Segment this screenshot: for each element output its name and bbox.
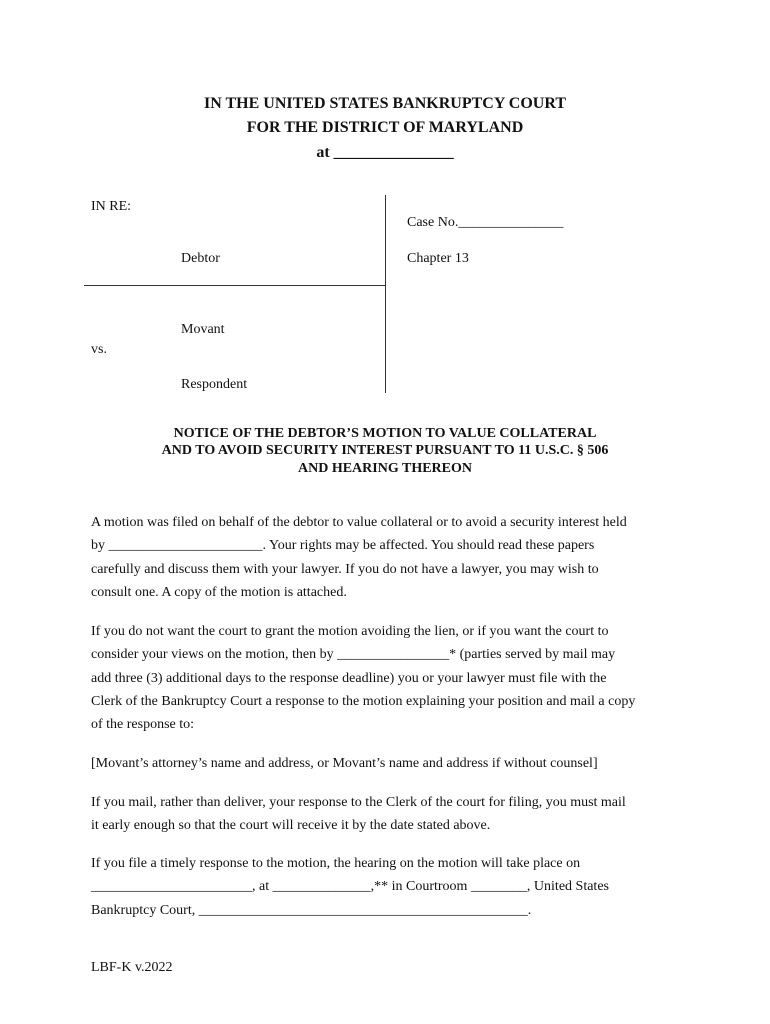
paragraph-motion-filed bbox=[91, 511, 691, 604]
court-title-line2: FOR THE DISTRICT OF MARYLAND bbox=[246, 119, 524, 136]
paragraph-mail-instructions bbox=[91, 791, 691, 838]
paragraph-hearing bbox=[91, 852, 691, 922]
respondent-label: Respondent bbox=[181, 377, 248, 392]
court-location-line: at _______________ bbox=[316, 144, 454, 161]
movant-label: Movant bbox=[181, 322, 225, 337]
chapter-label: Chapter 13 bbox=[407, 251, 469, 266]
vs-label: vs. bbox=[91, 342, 107, 357]
notice-title-line2: AND TO AVOID SECURITY INTEREST PURSUANT TO 11 U.S.C. § 506 bbox=[161, 443, 609, 458]
paragraph-line: A motion was filed on behalf of the debtor to value collateral or to avoid a security interest held bbox=[91, 515, 627, 530]
caption-divider-vertical bbox=[385, 195, 386, 393]
paragraph-line: consult one. A copy of the motion is attached. bbox=[91, 584, 347, 600]
paragraph-line: [Movant’s attorney’s name and address, or Movant’s name and address if without counsel] bbox=[91, 756, 598, 771]
debtor-label: Debtor bbox=[181, 251, 220, 266]
paragraph-line: If you mail, rather than deliver, your response to the Clerk of the court for filing, you must mail bbox=[91, 795, 626, 810]
paragraph-line: _______________________, at ______________,** in Courtroom ________, United States bbox=[91, 879, 609, 895]
notice-title-line1: NOTICE OF THE DEBTOR’S MOTION TO VALUE COLLATERAL bbox=[173, 426, 597, 441]
court-title-line1: IN THE UNITED STATES BANKRUPTCY COURT bbox=[203, 95, 567, 112]
paragraph-line: by ______________________. Your rights may be affected. You should read these papers bbox=[91, 538, 595, 554]
paragraph-line: If you file a timely response to the motion, the hearing on the motion will take place on bbox=[91, 856, 581, 871]
case-number-field: Case No._______________ bbox=[407, 215, 564, 230]
paragraph-line: it early enough so that the court will receive it by the date stated above. bbox=[91, 818, 491, 834]
notice-title-line3: AND HEARING THEREON bbox=[298, 461, 472, 476]
paragraph-line: add three (3) additional days to the response deadline) you or your lawyer must file with the bbox=[91, 670, 607, 686]
paragraph-movant-address bbox=[91, 752, 691, 775]
form-id-footer: LBF-K v.2022 bbox=[91, 960, 173, 975]
paragraph-line: of the response to: bbox=[91, 717, 195, 733]
in-re-label: IN RE: bbox=[91, 199, 132, 214]
paragraph-line: If you do not want the court to grant the motion avoiding the lien, or if you want the court to bbox=[91, 624, 609, 639]
paragraph-line: Bankruptcy Court, _______________________________________________. bbox=[91, 902, 532, 918]
paragraph-response-deadline bbox=[91, 620, 691, 736]
paragraph-line: Clerk of the Bankruptcy Court a response to the motion explaining your position and mail a copy bbox=[91, 693, 636, 709]
paragraph-line: consider your views on the motion, then by ________________* (parties served by mail may bbox=[91, 647, 616, 663]
caption-divider-horizontal bbox=[84, 285, 386, 286]
paragraph-line: carefully and discuss them with your lawyer. If you do not have a lawyer, you may wish to bbox=[91, 561, 599, 577]
